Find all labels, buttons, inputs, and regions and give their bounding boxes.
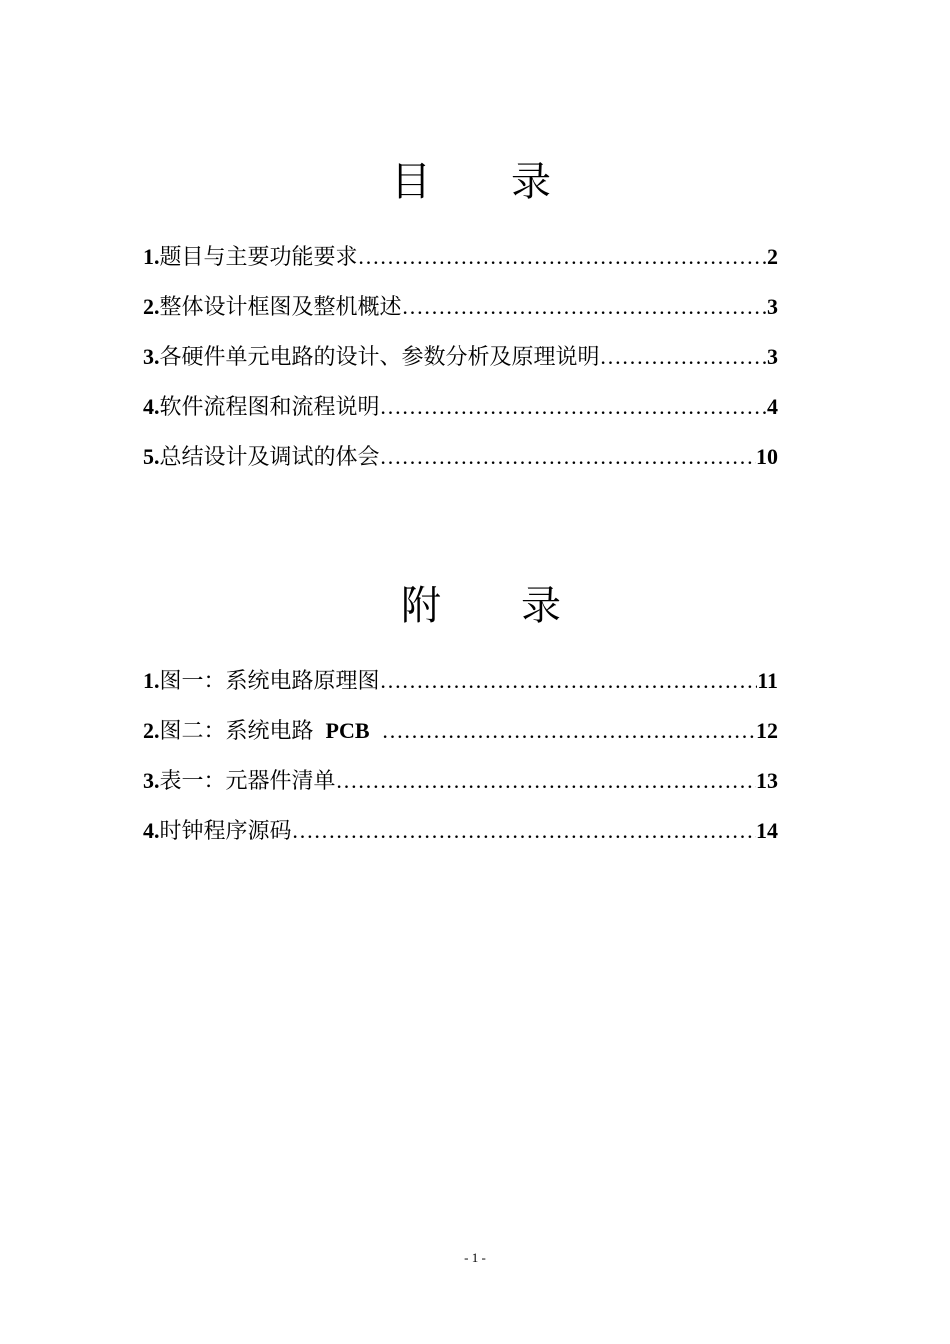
toc-entry-number: 2. — [143, 294, 160, 319]
appendix-entry[interactable] — [143, 766, 778, 816]
toc-entry-title: 各硬件单元电路的设计、参数分析及原理说明 — [159, 345, 600, 370]
toc-entry-number: 1. — [143, 244, 160, 269]
toc-entry[interactable] — [143, 442, 778, 492]
toc-entry-leader — [380, 392, 767, 422]
appendix-entry-leader — [380, 666, 758, 696]
appendix-entry-leader — [336, 766, 756, 796]
appendix-entry-title: 图二：系统电路 — [159, 719, 314, 744]
toc-entry-leader — [358, 242, 767, 272]
toc-entry-page: 10 — [756, 444, 778, 469]
appendix-heading-char-1: 附 — [401, 583, 441, 629]
appendix-entry[interactable] — [143, 716, 778, 766]
appendix-entry-title-suffix: PCB — [325, 718, 370, 743]
appendix-entry-page: 11 — [757, 668, 778, 693]
toc-heading — [0, 159, 946, 205]
toc-entry-number: 5. — [143, 444, 160, 469]
toc-entry[interactable] — [143, 242, 778, 292]
toc-entry-leader — [402, 292, 767, 322]
toc-entry[interactable] — [143, 392, 778, 442]
appendix-entry-page: 12 — [756, 718, 778, 743]
appendix-entry-number: 4. — [143, 818, 160, 843]
toc-heading-char-1: 目 — [391, 159, 431, 205]
toc-entry-page: 4 — [767, 394, 778, 419]
appendix-entry-number: 1. — [143, 668, 160, 693]
appendix-entry-leader — [292, 816, 756, 846]
appendix-entry-title: 时钟程序源码 — [159, 819, 292, 844]
toc-entry-title: 题目与主要功能要求 — [159, 245, 358, 270]
appendix-entry[interactable] — [143, 816, 778, 866]
appendix-list — [143, 666, 778, 866]
appendix-entry-page: 14 — [756, 818, 778, 843]
toc-entry-title: 软件流程图和流程说明 — [159, 395, 380, 420]
page-number: - 1 - — [464, 1250, 486, 1265]
appendix-entry[interactable] — [143, 666, 778, 716]
toc-entry-page: 2 — [767, 244, 778, 269]
toc-entry-title: 整体设计框图及整机概述 — [159, 295, 402, 320]
appendix-heading-char-2: 录 — [521, 583, 561, 629]
appendix-entry-leader — [382, 716, 756, 746]
appendix-heading — [6, 583, 950, 629]
appendix-entry-title: 图一：系统电路原理图 — [159, 669, 380, 694]
appendix-entry-number: 3. — [143, 768, 160, 793]
toc-heading-char-2: 录 — [511, 159, 551, 205]
appendix-entry-page: 13 — [756, 768, 778, 793]
toc-entry-leader — [600, 342, 767, 372]
toc-entry-number: 3. — [143, 344, 160, 369]
toc-entry-title: 总结设计及调试的体会 — [159, 445, 380, 470]
toc-entry[interactable] — [143, 342, 778, 392]
toc-entry[interactable] — [143, 292, 778, 342]
toc-entry-page: 3 — [767, 294, 778, 319]
toc-entry-number: 4. — [143, 394, 160, 419]
appendix-entry-number: 2. — [143, 718, 160, 743]
toc-list — [143, 242, 778, 492]
appendix-entry-title: 表一：元器件清单 — [159, 769, 336, 794]
toc-entry-page: 3 — [767, 344, 778, 369]
toc-entry-leader — [380, 442, 756, 472]
